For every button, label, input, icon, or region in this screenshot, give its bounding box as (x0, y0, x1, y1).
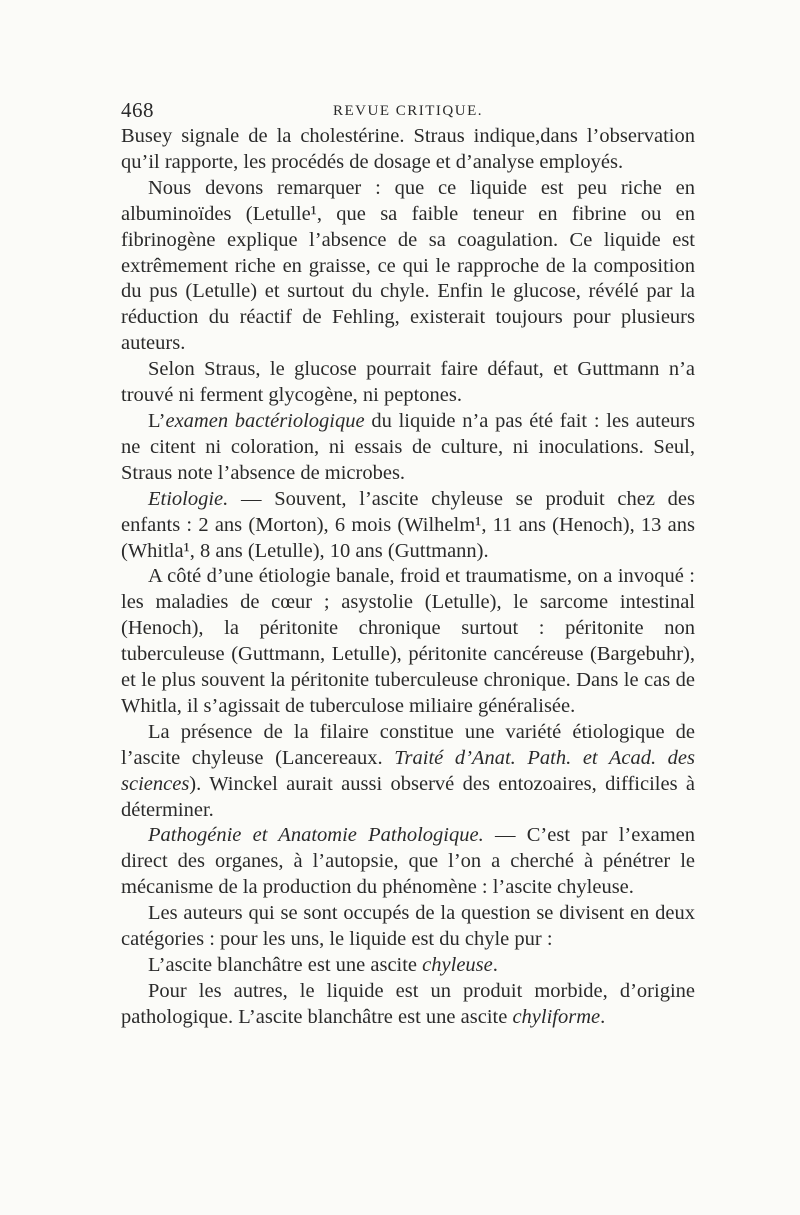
paragraph-7 (121, 720, 695, 824)
paragraph-11-end: . (600, 1005, 606, 1028)
paragraph-11-italic: chyliforme (512, 1005, 601, 1028)
paragraph-7-rest: ). Winckel aurait aussi observé des entozoaires, difficiles à déterminer. (121, 772, 695, 821)
paragraph-4-lead: L’ (148, 409, 166, 432)
paragraph-10-italic: chyleuse (422, 954, 493, 976)
section-heading-pathogenie: Pathogénie et Anatomie Pathologique. (148, 824, 484, 847)
paragraph-10-end: . (492, 954, 498, 976)
paragraph-7-lead: La présence de la filaire constitue une variété étiologique de l’ascite chyleuse (Lancereaux. (121, 720, 695, 769)
paragraph-4 (121, 409, 695, 487)
running-title: REVUE CRITIQUE. (333, 103, 483, 119)
paragraph-5 (121, 487, 695, 565)
paragraph-2: Nous devons remarquer : que ce liquide est peu riche en albuminoïdes (Letulle¹, que sa faible teneur en fibrine ou en fibrinogène explique l’absence de sa coagulation. Ce liquide est extrêmement riche en graisse, ce qui le rapproche de la composition du pus (Letulle) et surtout du chyle. Enfin le glucose, révélé par la réduction du réactif de Fehling, existerait toujours pour plusieurs auteurs. (121, 176, 695, 355)
paragraph-11 (121, 979, 695, 1031)
paragraph-10 (121, 953, 695, 979)
page-number: 468 (121, 98, 154, 122)
paragraph-7-italic: Traité d’Anat. Path. et Acad. des sciences (121, 746, 696, 795)
paragraph-11-lead: Pour les autres, le liquide est un produit morbide, d’origine pathologique. L’ascite blanchâtre est une ascite (121, 979, 695, 1028)
section-heading-etiologie: Etiologie. (148, 487, 229, 510)
paragraph-4-italic: examen bactériologique (165, 409, 365, 432)
paragraph-4-rest: du liquide n’a pas été fait : les auteurs ne citent ni coloration, ni essais de culture, ni inoculations. Seul, Straus note l’absence de microbes. (121, 409, 695, 484)
paragraph-3: Selon Straus, le glucose pourrait faire défaut, et Guttmann n’a trouvé ni ferment glycogène, ni peptones. (121, 358, 695, 407)
paragraph-5-rest: — Souvent, l’ascite chyleuse se produit chez des enfants : 2 ans (Morton), 6 mois (Wilhelm¹, 11 ans (Henoch), 13 ans (Whitla¹, 8 ans (Letulle), 10 ans (Guttmann). (121, 487, 695, 562)
body-text (121, 124, 695, 1031)
paragraph-8 (121, 823, 695, 901)
paragraph-6: A côté d’une étiologie banale, froid et traumatisme, on a invoqué : les maladies de cœur ; asystolie (Letulle), le sarcome intestinal (Henoch), la péritonite chronique surtout : péritonite non tuberculeuse (Guttmann, Letulle), péritonite cancéreuse (Bargebuhr), et le plus souvent la péritonite tuberculeuse chronique. Dans le cas de Whitla, il s’agissait de tuberculose miliaire généralisée. (121, 565, 695, 717)
paragraph-10-lead: L’ascite blanchâtre est une ascite (148, 954, 423, 976)
paragraph-8-rest: — C’est par l’examen direct des organes, à l’autopsie, que l’on a cherché à pénétrer le mécanisme de la production du phénomène : l’ascite chyleuse. (121, 824, 696, 899)
paragraph-9: Les auteurs qui se sont occupés de la question se divisent en deux catégories : pour les uns, le liquide est du chyle pur : (121, 902, 695, 951)
paragraph-1: Busey signale de la cholestérine. Straus indique,dans l’observation qu’il rapporte, les procédés de dosage et d’analyse employés. (121, 125, 695, 173)
